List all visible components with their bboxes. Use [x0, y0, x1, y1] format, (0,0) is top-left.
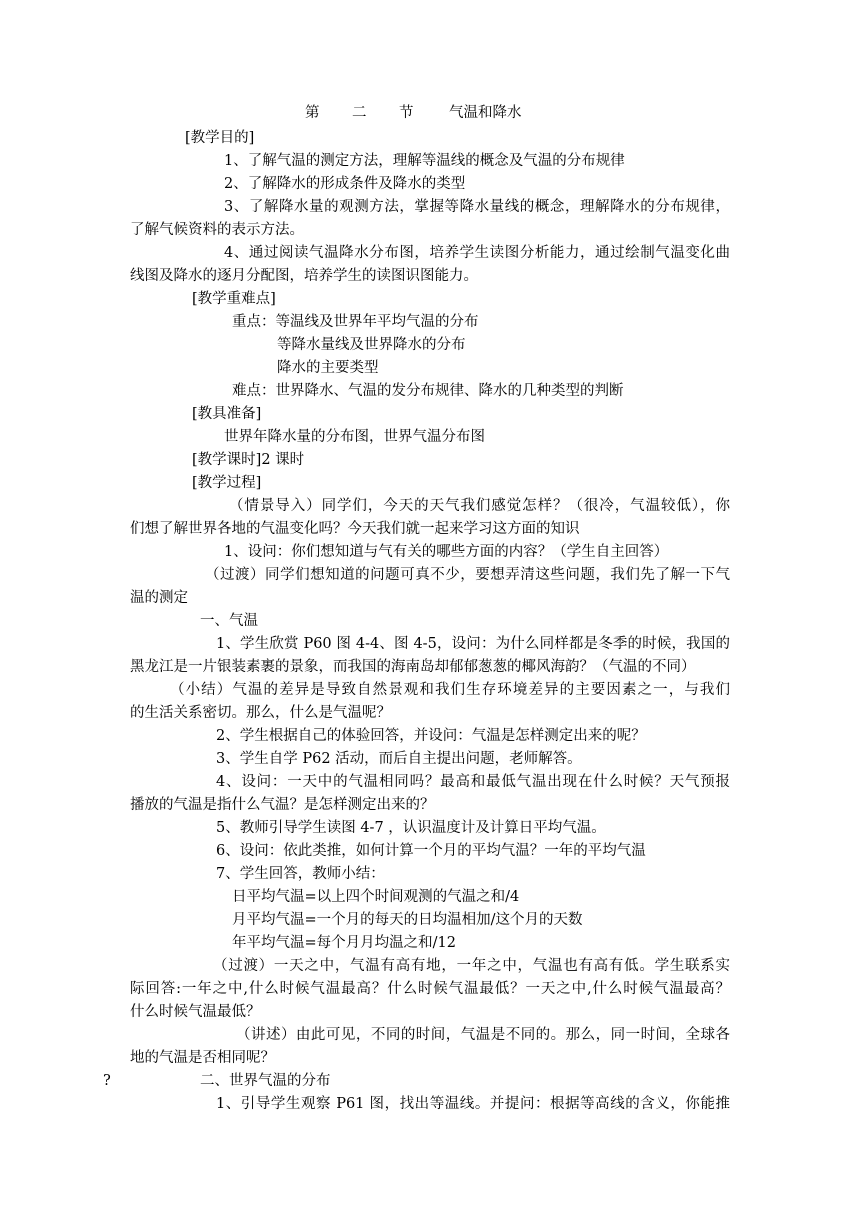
intro-para: （情景导入）同学们，今天的天气我们感觉怎样？（很冷，气温较低），你	[229, 498, 730, 514]
formula-yearly: 年平均气温=每个月月均温之和/12	[232, 935, 456, 951]
transition-para-2-cont: 际回答:一年之中,什么时候气温最高？什么时候气温最低？一天之中,什么时候气温最高？	[130, 981, 730, 997]
heading-objectives: [教学目的]	[185, 130, 255, 146]
objective-1: 1、了解气温的测定方法，理解等温线的概念及气温的分布规律	[224, 153, 625, 169]
objective-2: 2、了解降水的形成条件及降水的类型	[224, 176, 466, 192]
objective-4: 4、通过阅读气温降水分布图，培养学生读图分析能力，通过绘制气温变化曲	[224, 245, 730, 261]
narration-para: （讲述）由此可见，不同的时间，气温是不同的。那么，同一时间，全球各	[236, 1027, 730, 1043]
formula-daily: 日平均气温=以上四个时间观测的气温之和/4	[232, 889, 520, 905]
title-word-3: 节	[399, 105, 414, 121]
difficult-point: 难点：世界降水、气温的发分布规律、降水的几种类型的判断	[232, 383, 624, 399]
objective-3-cont: 了解气候资料的表示方法。	[130, 222, 304, 238]
key-point-2: 等降水量线及世界降水的分布	[277, 337, 466, 353]
heading-process: [教学过程]	[192, 475, 262, 491]
title-word-1: 第	[305, 105, 320, 121]
question-1: 1、设问：你们想知道与气有关的哪些方面的内容？（学生自主回答）	[224, 544, 669, 560]
summary-para: （小结）气温的差异是导致自然景观和我们生存环境差异的主要因素之一，与我们	[170, 682, 730, 698]
item-6: 6、设问：依此类推，如何计算一个月的平均气温？一年的平均气温	[216, 843, 646, 859]
section-title	[305, 102, 522, 124]
distribution-item-1: 1、引导学生观察 P61 图，找出等温线。并提问：根据等高线的含义，你能推	[216, 1096, 730, 1112]
item-4-cont: 播放的气温是指什么气温？是怎样测定出来的？	[130, 797, 435, 813]
item-3: 3、学生自学 P62 活动，而后自主提出问题，老师解答。	[216, 751, 582, 767]
item-1-cont: 黑龙江是一片银装素裹的景象，而我国的海南岛却郁郁葱葱的椰风海韵？（气温的不同）	[130, 659, 696, 675]
objective-3: 3、了解降水量的观测方法，掌握等降水量线的概念，理解降水的分布规律，	[224, 199, 730, 215]
transition-para-cont: 温的测定	[130, 590, 188, 606]
objective-4-cont: 线图及降水的逐月分配图，培养学生的读图识图能力。	[130, 268, 478, 284]
intro-para-cont: 们想了解世界各地的气温变化吗？今天我们就一起来学习这方面的知识	[130, 521, 580, 537]
transition-para-2: （过渡）一天之中，气温有高有地，一年之中，气温也有高有低。学生联系实	[213, 958, 730, 974]
formula-monthly: 月平均气温=一个月的每天的日均温相加/这个月的天数	[232, 912, 583, 928]
key-point-3: 降水的主要类型	[277, 360, 379, 376]
title-word-4: 气温和降水	[449, 105, 522, 121]
item-2: 2、学生根据自己的体验回答，并设问：气温是怎样测定出来的呢？	[216, 728, 646, 744]
heading-key-points: [教学重难点]	[192, 291, 276, 307]
section-heading-distribution: 二、世界气温的分布	[200, 1073, 331, 1089]
key-point-1: 重点：等温线及世界年平均气温的分布	[232, 314, 479, 330]
stray-question-mark: ?	[103, 1073, 111, 1089]
summary-para-cont: 的生活关系密切。那么，什么是气温呢？	[130, 705, 391, 721]
section-heading-temperature: 一、气温	[200, 613, 258, 629]
materials-text: 世界年降水量的分布图，世界气温分布图	[224, 429, 485, 445]
title-word-2: 二	[352, 105, 367, 121]
narration-para-cont: 地的气温是否相同呢？	[130, 1050, 275, 1066]
item-4: 4、设问：一天中的气温相同吗？最高和最低气温出现在什么时候？天气预报	[216, 774, 730, 790]
item-5: 5、教师引导学生读图 4-7 ，认识温度计及计算日平均气温。	[216, 820, 606, 836]
item-7: 7、学生回答，教师小结：	[216, 866, 385, 882]
transition-para-2-end: 什么时候气温最低？	[130, 1004, 261, 1020]
heading-materials: [教具准备]	[192, 406, 262, 422]
item-1: 1、学生欣赏 P60 图 4-4、图 4-5，设问：为什么同样都是冬季的时候，我国的	[216, 636, 730, 652]
heading-periods: [教学课时]2 课时	[192, 452, 305, 468]
transition-para: （过渡）同学们想知道的问题可真不少，要想弄清这些问题，我们先了解一下气	[205, 567, 730, 583]
